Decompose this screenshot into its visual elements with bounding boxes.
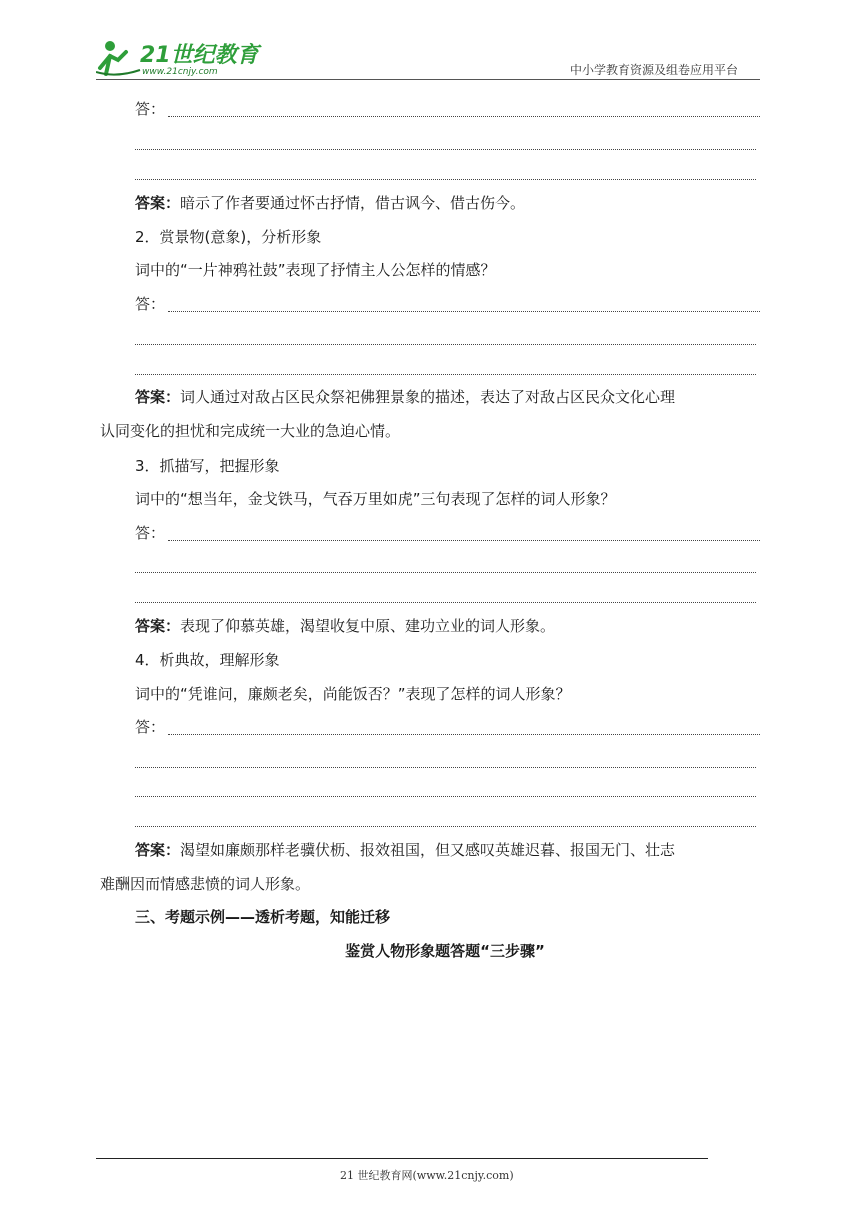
answer-label: 答案：: [135, 617, 181, 635]
answer-paragraph: [135, 840, 675, 860]
answer-line: [168, 734, 760, 735]
center-title: [0, 941, 860, 961]
question-text: 词中的“想当年，金戈铁马，气吞万里如虎”三句表现了怎样的词人形象？: [135, 490, 616, 508]
logo: [96, 38, 266, 78]
section-title: 2．赏景物(意象)，分析形象: [135, 228, 322, 246]
question-text: 词中的“凭谁问，廉颇老矣，尚能饭否？”表现了怎样的词人形象？: [135, 685, 571, 703]
footer-divider: [96, 1158, 708, 1159]
answer-line: [168, 116, 760, 117]
answer-line: [135, 796, 756, 797]
answer-prompt: 答：: [135, 524, 166, 542]
answer-line: [168, 540, 760, 541]
svg-text:21世纪教育: 21世纪教育: [140, 43, 259, 68]
header-divider: [96, 79, 760, 80]
answer-text: 词人通过对敌占区民众祭祀佛狸景象的描述，表达了对敌占区民众文化心理: [180, 388, 676, 406]
runner-logo-icon: [96, 38, 266, 78]
answer-text-continued: 难酬因而情感悲愤的词人形象。: [100, 875, 311, 893]
answer-label: 答案：: [135, 841, 181, 859]
answer-line: [135, 374, 756, 375]
answer-text: 渴望如廉颇那样老骥伏枥、报效祖国，但又感叹英雄迟暮、报国无门、壮志: [180, 841, 676, 859]
part-heading: 三、考题示例——透析考题，知能迁移: [135, 908, 391, 926]
answer-text: 表现了仰慕英雄，渴望收复中原、建功立业的词人形象。: [180, 617, 556, 635]
answer-prompt: 答：: [135, 100, 166, 118]
question-text: 词中的“一片神鸦社鼓”表现了抒情主人公怎样的情感？: [135, 261, 496, 279]
answer-line: [135, 602, 756, 603]
answer-prompt: 答：: [135, 295, 166, 313]
svg-text:www.21cnjy.com: www.21cnjy.com: [142, 67, 218, 77]
section-title: 4．析典故，理解形象: [135, 651, 280, 669]
platform-name: 中小学教育资源及组卷应用平台: [570, 63, 739, 77]
answer-line: [168, 311, 760, 312]
answer-text-continued: 认同变化的担忧和完成统一大业的急迫心情。: [100, 422, 401, 440]
answer-label: 答案：: [135, 388, 181, 406]
answer-paragraph: [135, 193, 525, 213]
answer-paragraph: [135, 387, 675, 407]
answer-line: [135, 767, 756, 768]
answer-label: 答案：: [135, 194, 181, 212]
answer-line: [135, 149, 756, 150]
answer-line: [135, 179, 756, 180]
answer-line: [135, 572, 756, 573]
answer-paragraph: [135, 616, 555, 636]
answer-text: 暗示了作者要通过怀古抒情，借古讽今、借古伤今。: [180, 194, 526, 212]
center-title-text: 鉴赏人物形象题答题“三步骤”: [345, 942, 545, 960]
footer-text: 21 世纪教育网(www.21cnjy.com): [340, 1169, 514, 1182]
answer-line: [135, 826, 756, 827]
answer-prompt: 答：: [135, 718, 166, 736]
answer-line: [135, 344, 756, 345]
section-title: 3．抓描写，把握形象: [135, 457, 280, 475]
